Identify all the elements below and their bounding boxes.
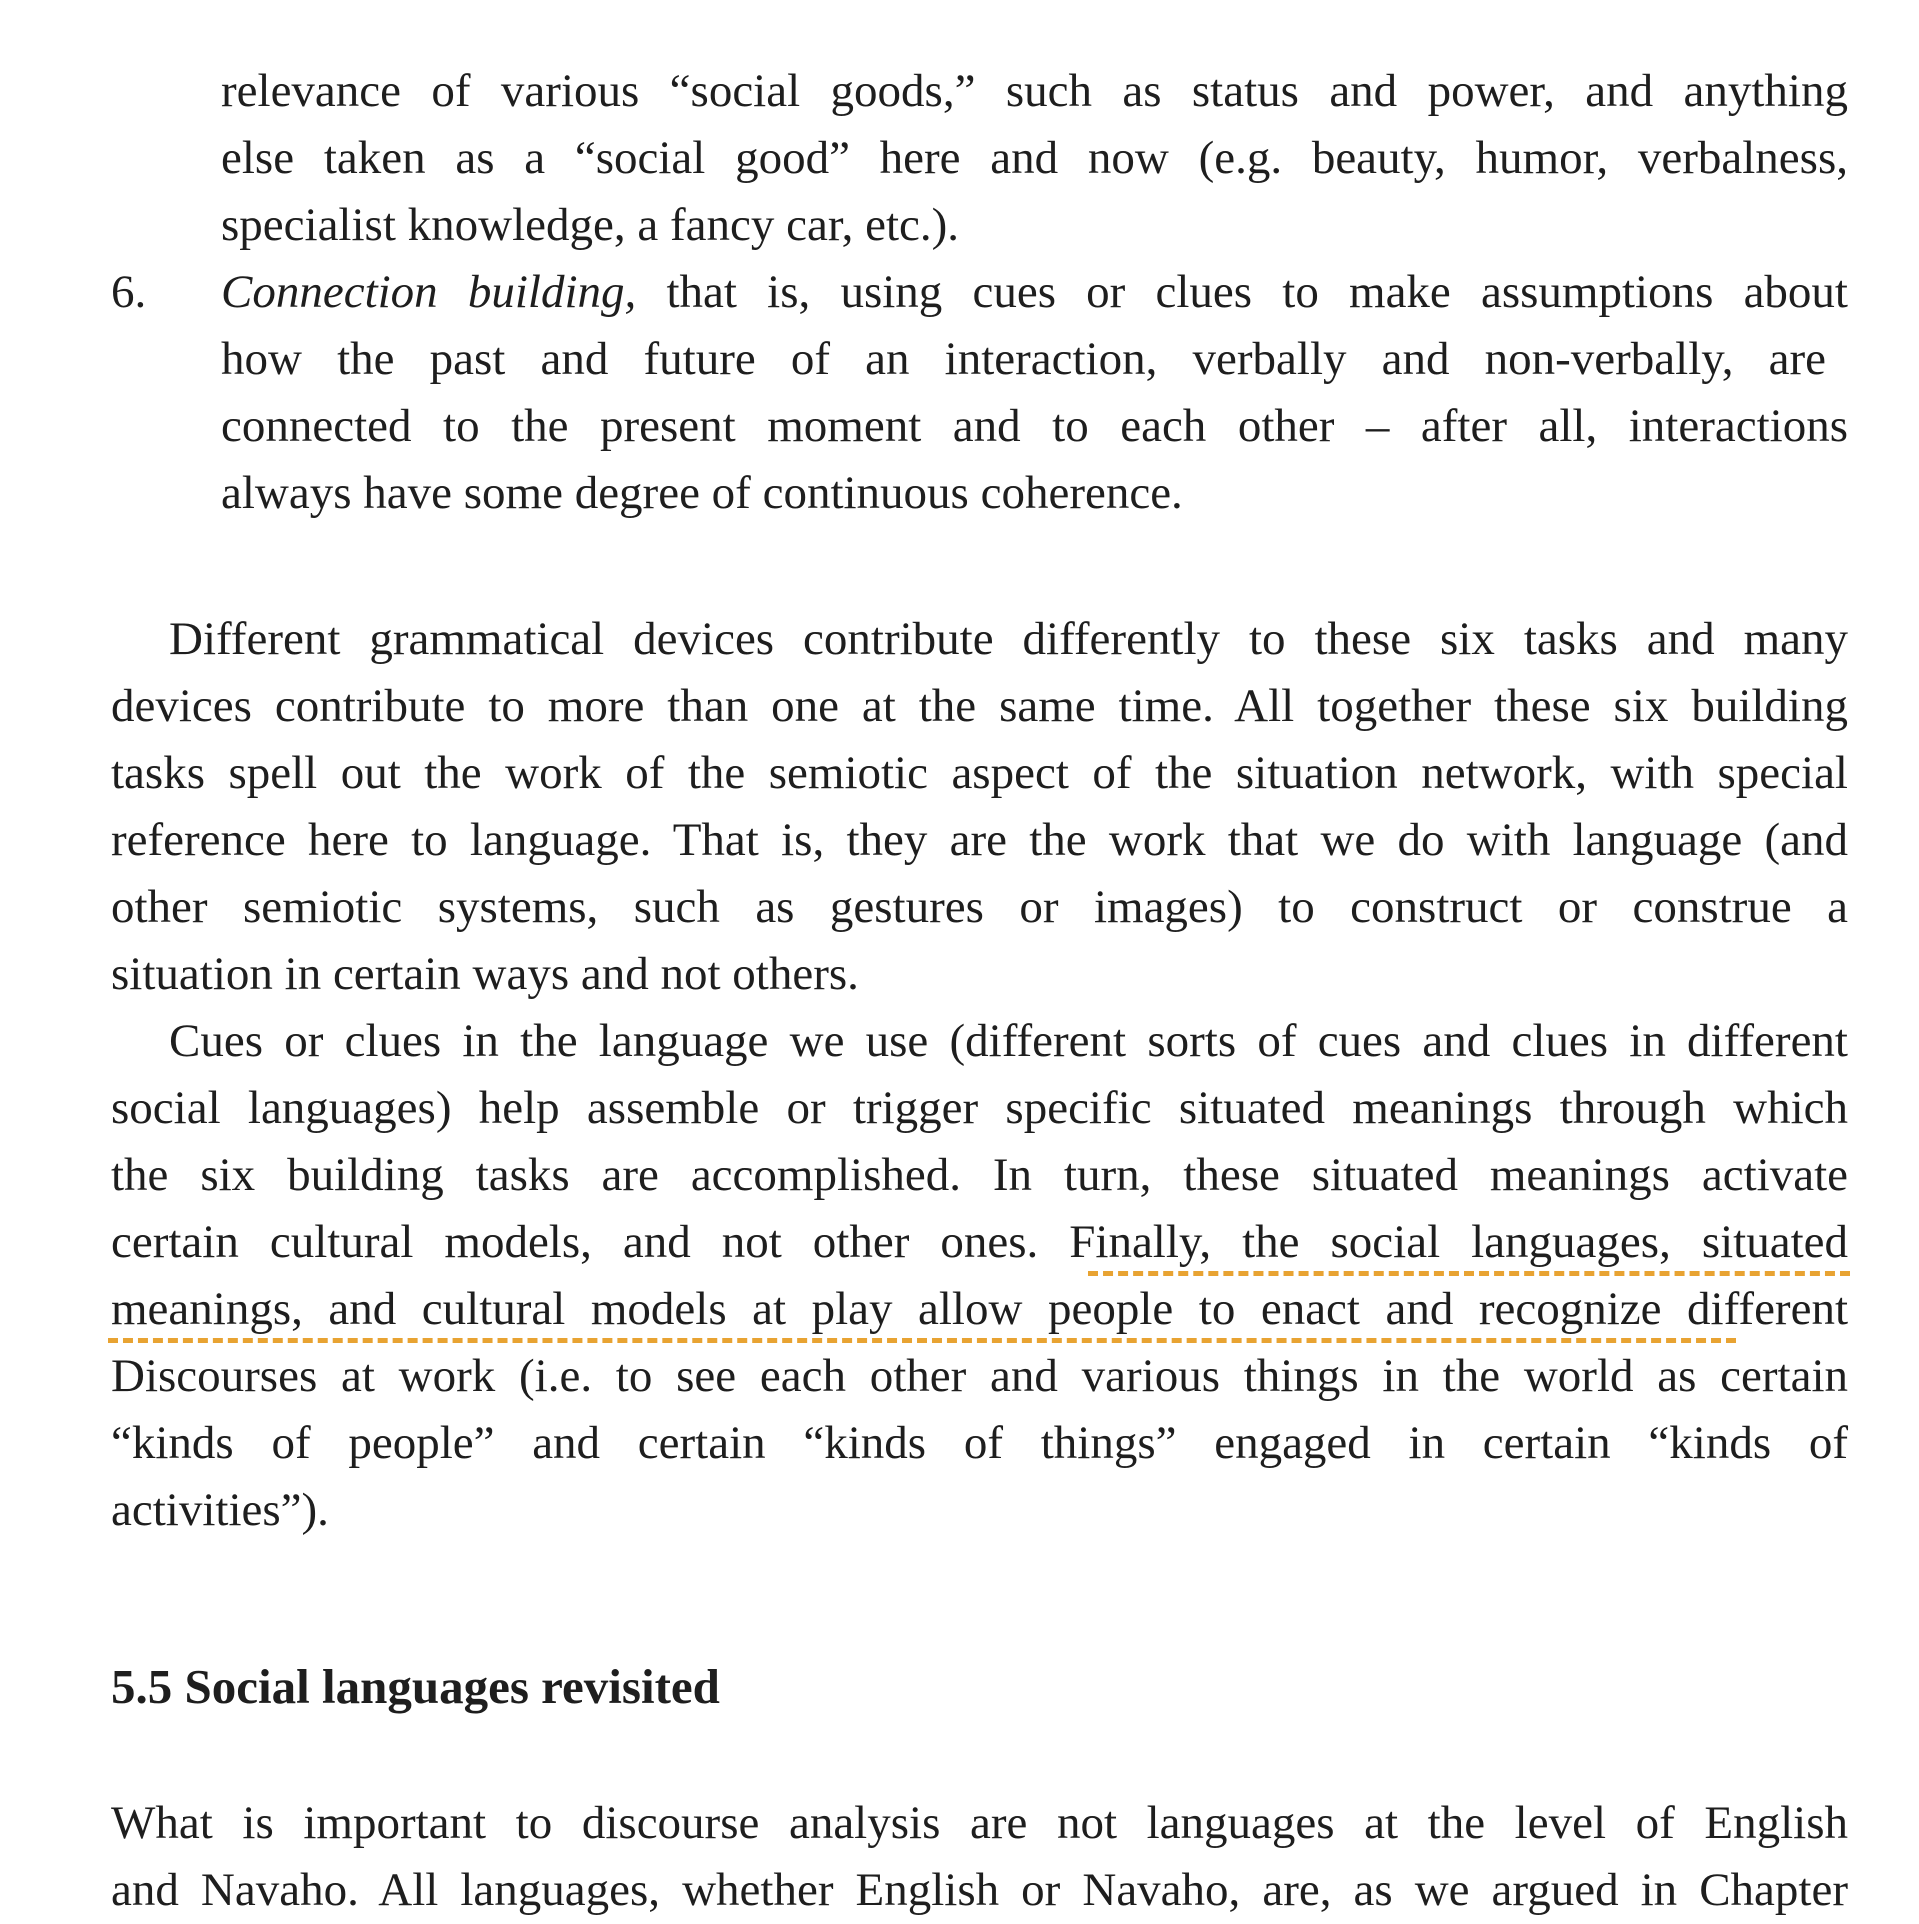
list-item-number: 6.: [111, 266, 147, 318]
list-continuation-line: relevance of various “social goods,” such as status and power, and anything: [221, 65, 1848, 117]
paragraph-line: and Navaho. All languages, whether English or Navaho, are, as we argued in Chapter: [111, 1864, 1848, 1916]
highlight-underline[interactable]: [1088, 1271, 1850, 1276]
paragraph-line: What is important to discourse analysis are not languages at the level of English: [111, 1797, 1848, 1849]
highlight-underline[interactable]: [108, 1338, 1736, 1343]
paragraph-line: “kinds of people” and certain “kinds of things” engaged in certain “kinds of: [111, 1417, 1848, 1469]
list-item-term: Connection building,: [221, 266, 637, 318]
list-item-line: how the past and future of an interaction, verbally and non-verbally, are: [221, 333, 1826, 385]
paragraph-line: tasks spell out the work of the semiotic aspect of the situation network, with special: [111, 747, 1848, 799]
cropped-paragraph-line: [111, 1857, 1848, 1916]
list-continuation-line: specialist knowledge, a fancy car, etc.).: [221, 199, 960, 251]
paragraph-line: devices contribute to more than one at the same time. All together these six building: [111, 680, 1848, 732]
paragraph-line: certain cultural models, and not other ones. Finally, the social languages, situated: [111, 1216, 1848, 1268]
paragraph-line: social languages) help assemble or trigger specific situated meanings through which: [111, 1082, 1848, 1134]
paragraph-line: Cues or clues in the language we use (different sorts of cues and clues in different: [169, 1015, 1848, 1067]
paragraph-line: the six building tasks are accomplished. In turn, these situated meanings activate: [111, 1149, 1848, 1201]
paragraph-line: reference here to language. That is, they are the work that we do with language (and: [111, 814, 1848, 866]
list-continuation-line: else taken as a “social good” here and now (e.g. beauty, humor, verbalness,: [221, 132, 1848, 184]
section-heading: 5.5 Social languages revisited: [111, 1659, 720, 1714]
paragraph-line: Different grammatical devices contribute differently to these six tasks and many: [169, 613, 1848, 665]
paragraph-line: other semiotic systems, such as gestures or images) to construct or construe a: [111, 881, 1848, 933]
list-item-line: always have some degree of continuous coherence.: [221, 467, 1183, 519]
list-item-text: that is, using cues or clues to make assumptions about: [636, 266, 1848, 318]
paragraph-line: meanings, and cultural models at play allow people to enact and recognize different: [111, 1283, 1848, 1335]
list-item-line: connected to the present moment and to each other – after all, interactions: [221, 400, 1848, 452]
paragraph-line: situation in certain ways and not others.: [111, 948, 859, 1000]
paragraph-line: activities”).: [111, 1484, 329, 1536]
list-item-6-first-line: [221, 259, 1848, 326]
paragraph-line: Discourses at work (i.e. to see each other and various things in the world as certain: [111, 1350, 1848, 1402]
